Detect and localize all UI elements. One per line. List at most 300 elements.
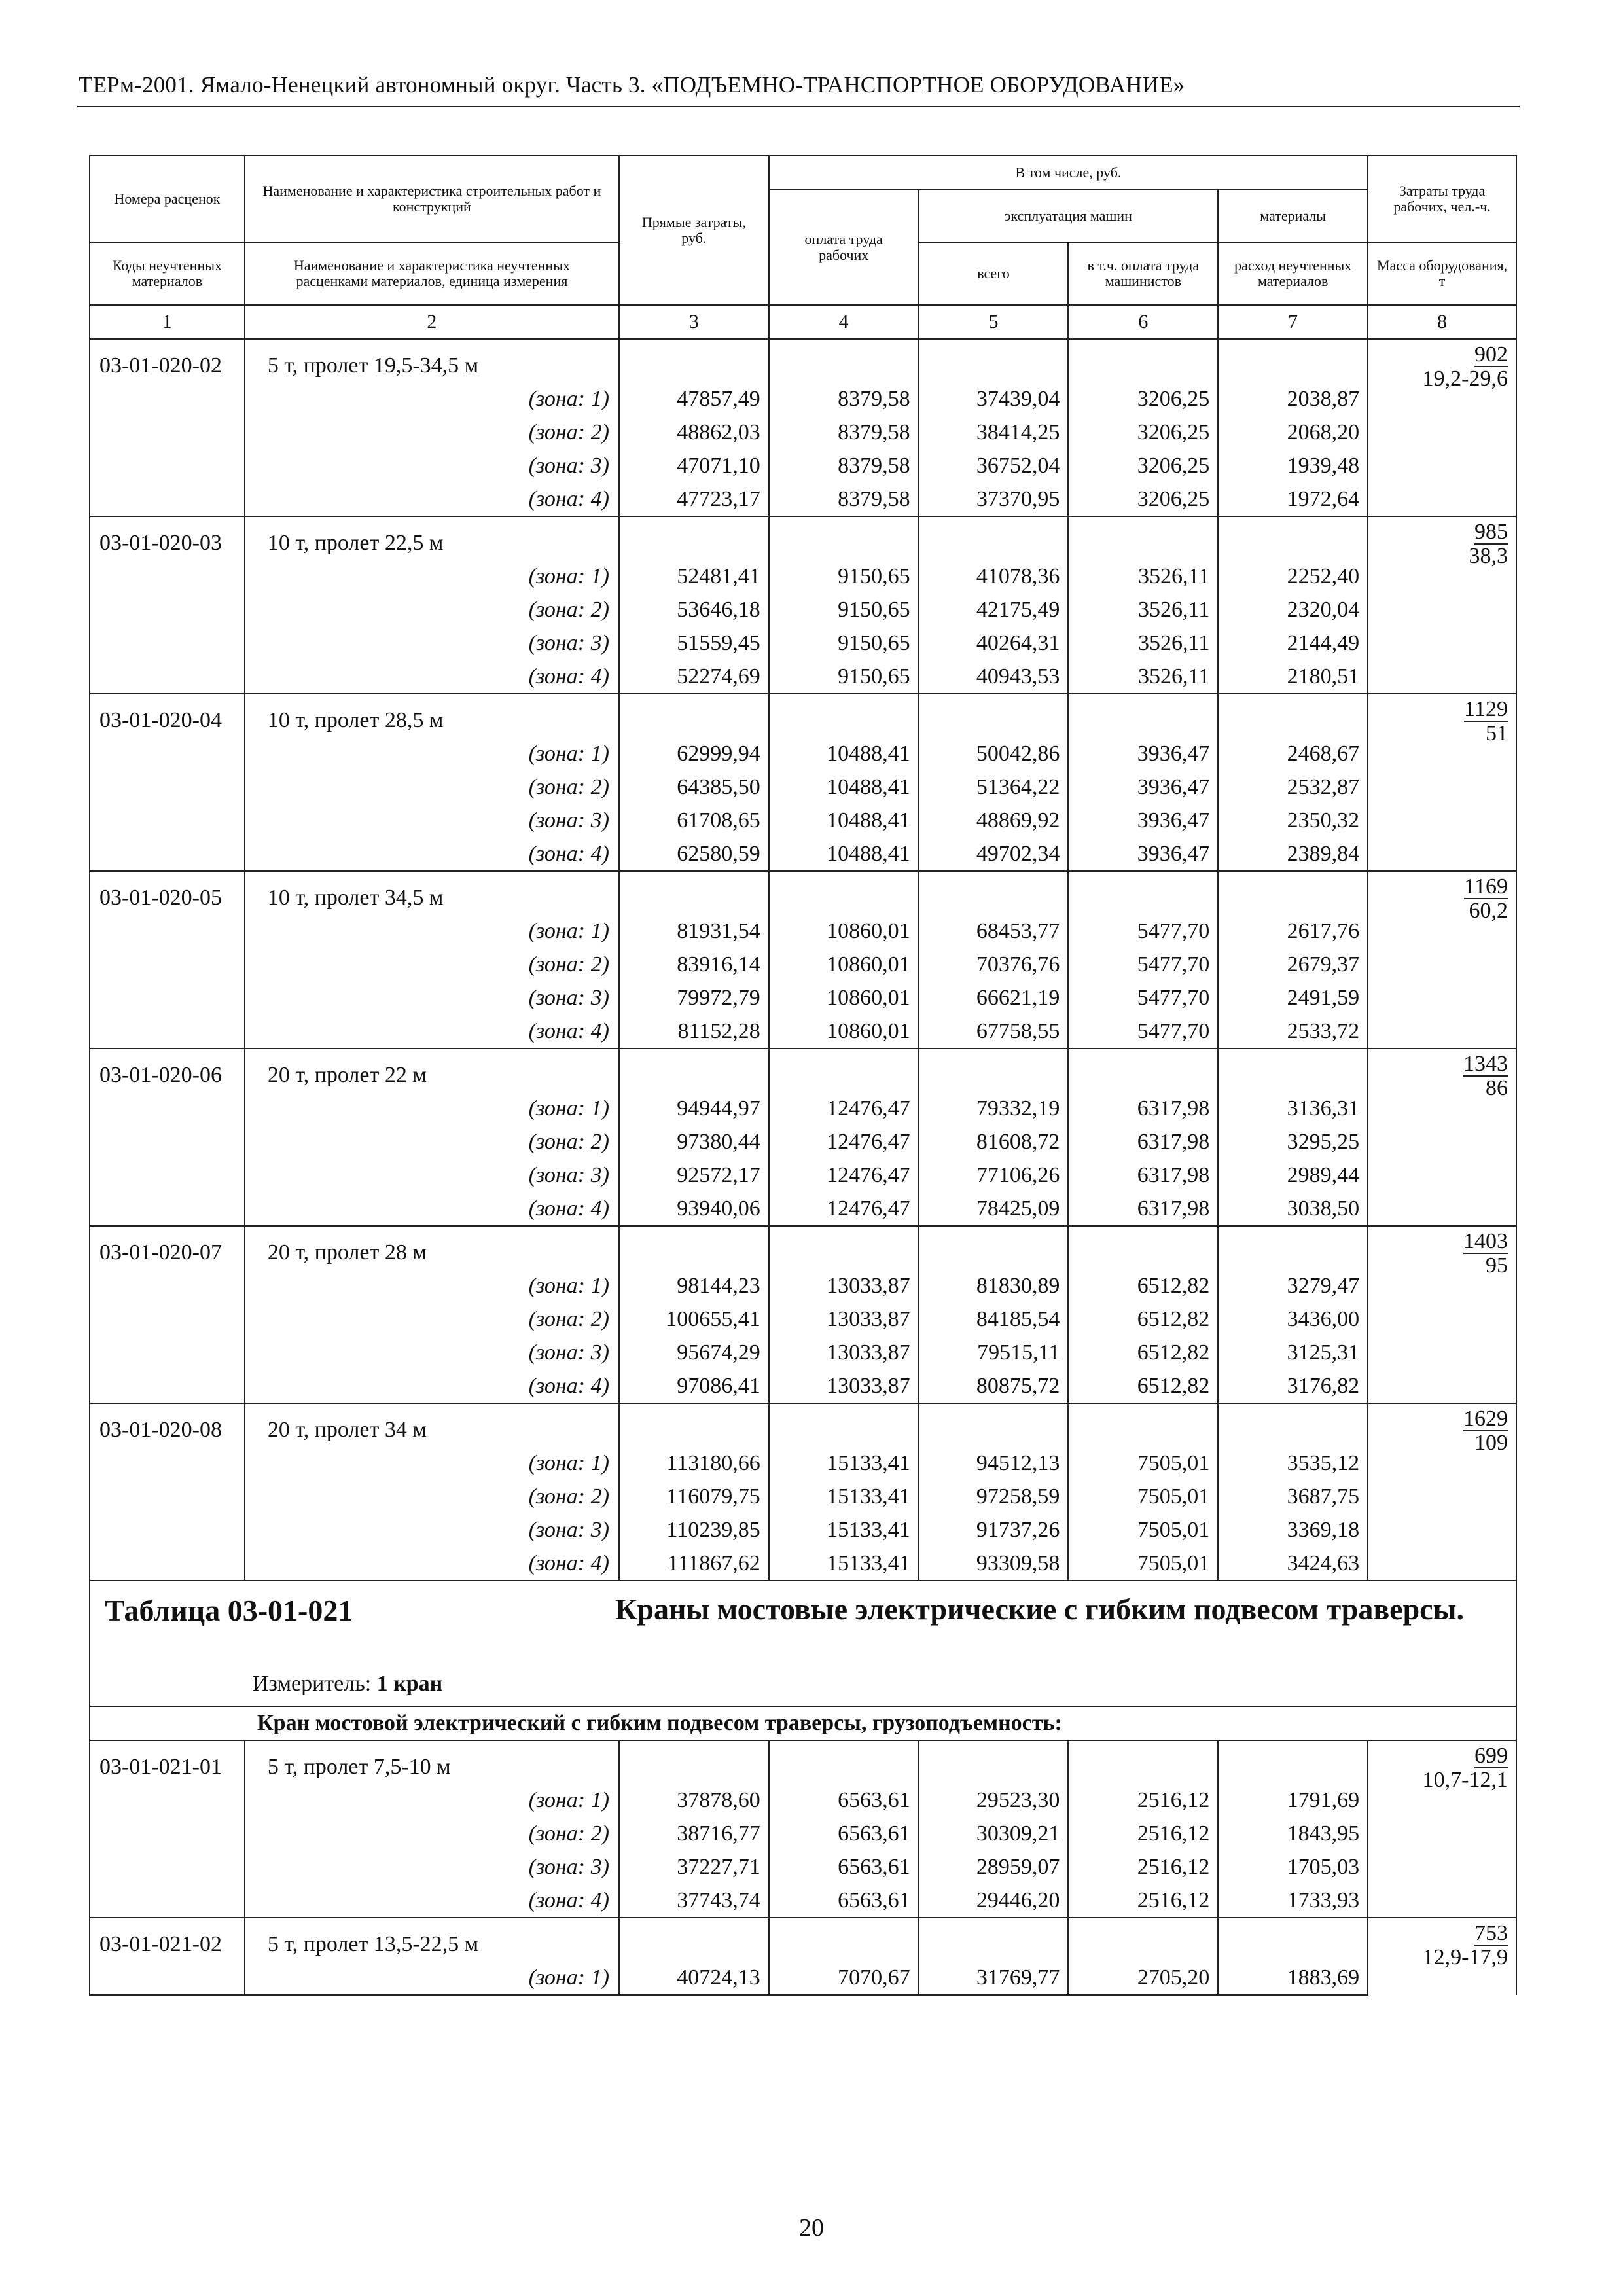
machine-total-value: 97258,59 xyxy=(919,1480,1069,1513)
machine-total-value: 40264,31 xyxy=(919,626,1069,660)
zone-row xyxy=(90,560,1516,593)
materials-value: 1791,69 xyxy=(1218,1784,1368,1817)
direct-costs-value: 38716,77 xyxy=(619,1817,769,1850)
col-header-worker-pay: оплата труда рабочих xyxy=(769,190,919,305)
empty-cell xyxy=(769,516,919,560)
zone-label: (зона: 3) xyxy=(245,1850,619,1884)
col-header-machine-total: всего xyxy=(919,242,1069,305)
machinist-pay-value: 6512,82 xyxy=(1068,1269,1218,1302)
empty-cell xyxy=(90,1336,245,1369)
machinist-pay-value: 3936,47 xyxy=(1068,804,1218,837)
machine-total-value: 79332,19 xyxy=(919,1092,1069,1125)
zone-row xyxy=(90,593,1516,626)
materials-value: 2068,20 xyxy=(1218,416,1368,449)
worker-pay-value: 6563,61 xyxy=(769,1784,919,1817)
rate-code: 03-01-020-02 xyxy=(90,339,245,382)
labor-mass-cell xyxy=(1368,1740,1516,1817)
empty-cell xyxy=(1368,593,1516,626)
labor-mass-cell xyxy=(1368,1403,1516,1480)
worker-pay-value: 15133,41 xyxy=(769,1446,919,1480)
empty-cell xyxy=(90,1547,245,1581)
direct-costs-value: 92572,17 xyxy=(619,1158,769,1192)
machine-total-value: 78425,09 xyxy=(919,1192,1069,1226)
rate-row xyxy=(90,1918,1516,1961)
labor-mass-cell xyxy=(1368,694,1516,770)
col-header-equipment-mass: Масса оборудования, т xyxy=(1368,242,1516,305)
zone-label: (зона: 4) xyxy=(245,1369,619,1403)
direct-costs-value: 53646,18 xyxy=(619,593,769,626)
zone-label: (зона: 1) xyxy=(245,914,619,948)
machine-total-value: 38414,25 xyxy=(919,416,1069,449)
machinist-pay-value: 3526,11 xyxy=(1068,593,1218,626)
col-number: 4 xyxy=(769,305,919,339)
zone-row xyxy=(90,837,1516,871)
empty-cell xyxy=(1368,1547,1516,1581)
zone-label: (зона: 4) xyxy=(245,1014,619,1049)
zone-label: (зона: 3) xyxy=(245,449,619,482)
zone-row xyxy=(90,1369,1516,1403)
empty-cell xyxy=(1218,516,1368,560)
machinist-pay-value: 3936,47 xyxy=(1068,770,1218,804)
direct-costs-value: 52481,41 xyxy=(619,560,769,593)
empty-cell xyxy=(90,1369,245,1403)
direct-costs-value: 81152,28 xyxy=(619,1014,769,1049)
worker-pay-value: 13033,87 xyxy=(769,1302,919,1336)
meter-value: 1 кран xyxy=(376,1672,443,1696)
machinist-pay-value: 7505,01 xyxy=(1068,1480,1218,1513)
equipment-mass-value: 109 xyxy=(1474,1431,1508,1455)
machine-total-value: 68453,77 xyxy=(919,914,1069,948)
worker-pay-value: 10488,41 xyxy=(769,804,919,837)
empty-cell xyxy=(1068,1740,1218,1784)
direct-costs-value: 98144,23 xyxy=(619,1269,769,1302)
materials-value: 2468,67 xyxy=(1218,737,1368,770)
zone-row xyxy=(90,482,1516,516)
worker-pay-value: 10488,41 xyxy=(769,837,919,871)
machine-total-value: 40943,53 xyxy=(919,660,1069,694)
machine-total-value: 28959,07 xyxy=(919,1850,1069,1884)
empty-cell xyxy=(769,1226,919,1269)
materials-value: 3369,18 xyxy=(1218,1513,1368,1547)
empty-cell xyxy=(1368,1192,1516,1226)
zone-row xyxy=(90,1884,1516,1918)
machine-total-value: 29523,30 xyxy=(919,1784,1069,1817)
worker-pay-value: 9150,65 xyxy=(769,560,919,593)
worker-pay-value: 9150,65 xyxy=(769,593,919,626)
empty-cell xyxy=(1218,1049,1368,1092)
zone-label: (зона: 2) xyxy=(245,1817,619,1850)
zone-label: (зона: 1) xyxy=(245,737,619,770)
direct-costs-value: 83916,14 xyxy=(619,948,769,981)
empty-cell xyxy=(919,1049,1069,1092)
empty-cell xyxy=(90,914,245,948)
worker-pay-value: 13033,87 xyxy=(769,1369,919,1403)
rate-name: 10 т, пролет 34,5 м xyxy=(245,871,619,914)
labor-mass-cell xyxy=(1368,1226,1516,1302)
worker-pay-value: 12476,47 xyxy=(769,1158,919,1192)
empty-cell xyxy=(619,1226,769,1269)
machine-total-value: 77106,26 xyxy=(919,1158,1069,1192)
empty-cell xyxy=(90,1269,245,1302)
worker-pay-value: 15133,41 xyxy=(769,1547,919,1581)
direct-costs-value: 79972,79 xyxy=(619,981,769,1014)
worker-pay-value: 12476,47 xyxy=(769,1092,919,1125)
empty-cell xyxy=(90,1192,245,1226)
table-2-label: Таблица 03-01-021 xyxy=(105,1594,353,1627)
empty-cell xyxy=(919,339,1069,382)
empty-cell xyxy=(1368,1014,1516,1049)
machine-total-value: 36752,04 xyxy=(919,449,1069,482)
materials-value: 2679,37 xyxy=(1218,948,1368,981)
worker-pay-value: 10860,01 xyxy=(769,948,919,981)
machine-total-value: 81608,72 xyxy=(919,1125,1069,1158)
materials-value: 3535,12 xyxy=(1218,1446,1368,1480)
empty-cell xyxy=(1368,1158,1516,1192)
equipment-mass-value: 10,7-12,1 xyxy=(1422,1768,1508,1792)
direct-costs-value: 52274,69 xyxy=(619,660,769,694)
col-header-machine-operation: эксплуатация машин xyxy=(919,190,1219,242)
rate-code: 03-01-020-07 xyxy=(90,1226,245,1269)
machinist-pay-value: 2516,12 xyxy=(1068,1884,1218,1918)
materials-value: 2533,72 xyxy=(1218,1014,1368,1049)
rate-row xyxy=(90,694,1516,737)
col-header-material-codes: Коды неучтенных материалов xyxy=(90,242,245,305)
materials-value: 3424,63 xyxy=(1218,1547,1368,1581)
empty-cell xyxy=(919,1403,1069,1446)
zone-label: (зона: 4) xyxy=(245,660,619,694)
table-2-subheading: Кран мостовой электрический с гибким подвесом траверсы, грузоподъемность: xyxy=(90,1706,1516,1740)
header-rule xyxy=(77,106,1520,107)
materials-value: 2252,40 xyxy=(1218,560,1368,593)
empty-cell xyxy=(1368,804,1516,837)
rate-row xyxy=(90,516,1516,560)
rate-name: 5 т, пролет 7,5-10 м xyxy=(245,1740,619,1784)
worker-pay-value: 8379,58 xyxy=(769,382,919,416)
meter-label: Измеритель: xyxy=(253,1672,372,1696)
materials-value: 2144,49 xyxy=(1218,626,1368,660)
empty-cell xyxy=(619,339,769,382)
worker-pay-value: 10860,01 xyxy=(769,981,919,1014)
materials-value: 1843,95 xyxy=(1218,1817,1368,1850)
rate-name: 5 т, пролет 19,5-34,5 м xyxy=(245,339,619,382)
machine-total-value: 29446,20 xyxy=(919,1884,1069,1918)
zone-row xyxy=(90,660,1516,694)
table-2-heading-block xyxy=(90,1581,1516,1706)
zone-row xyxy=(90,1817,1516,1850)
machine-total-value: 94512,13 xyxy=(919,1446,1069,1480)
zone-row xyxy=(90,1158,1516,1192)
direct-costs-value: 62580,59 xyxy=(619,837,769,871)
machine-total-value: 49702,34 xyxy=(919,837,1069,871)
empty-cell xyxy=(619,1918,769,1961)
materials-value: 1733,93 xyxy=(1218,1884,1368,1918)
empty-cell xyxy=(769,871,919,914)
materials-value: 3687,75 xyxy=(1218,1480,1368,1513)
empty-cell xyxy=(1368,1369,1516,1403)
zone-row xyxy=(90,416,1516,449)
machinist-pay-value: 2516,12 xyxy=(1068,1817,1218,1850)
zone-row xyxy=(90,1850,1516,1884)
zone-row xyxy=(90,449,1516,482)
empty-cell xyxy=(919,1740,1069,1784)
materials-value: 1705,03 xyxy=(1218,1850,1368,1884)
empty-cell xyxy=(90,1158,245,1192)
worker-pay-value: 10488,41 xyxy=(769,770,919,804)
equipment-mass-value: 51 xyxy=(1486,721,1508,745)
rate-name: 5 т, пролет 13,5-22,5 м xyxy=(245,1918,619,1961)
machine-total-value: 41078,36 xyxy=(919,560,1069,593)
empty-cell xyxy=(1368,626,1516,660)
machinist-pay-value: 7505,01 xyxy=(1068,1513,1218,1547)
empty-cell xyxy=(1218,871,1368,914)
direct-costs-value: 37227,71 xyxy=(619,1850,769,1884)
labor-costs-value: 985 xyxy=(1474,520,1508,544)
rate-row xyxy=(90,1403,1516,1446)
zone-row xyxy=(90,948,1516,981)
machinist-pay-value: 3206,25 xyxy=(1068,482,1218,516)
materials-value: 3176,82 xyxy=(1218,1369,1368,1403)
materials-value: 1939,48 xyxy=(1218,449,1368,482)
empty-cell xyxy=(919,516,1069,560)
empty-cell xyxy=(1368,416,1516,449)
zone-label: (зона: 4) xyxy=(245,482,619,516)
zone-label: (зона: 3) xyxy=(245,1336,619,1369)
materials-value: 2989,44 xyxy=(1218,1158,1368,1192)
machine-total-value: 80875,72 xyxy=(919,1369,1069,1403)
empty-cell xyxy=(1218,1740,1368,1784)
empty-cell xyxy=(90,1446,245,1480)
table-section-020 xyxy=(90,339,1516,1581)
zone-row xyxy=(90,1269,1516,1302)
empty-cell xyxy=(90,382,245,416)
machine-total-value: 66621,19 xyxy=(919,981,1069,1014)
empty-cell xyxy=(1218,1226,1368,1269)
col-header-work-name: Наименование и характеристика строительных работ и конструкций xyxy=(245,156,619,242)
empty-cell xyxy=(769,694,919,737)
labor-costs-value: 1403 xyxy=(1463,1229,1508,1253)
col-header-machinist-pay: в т.ч. оплата труда машинистов xyxy=(1068,242,1218,305)
empty-cell xyxy=(1068,516,1218,560)
empty-cell xyxy=(1368,837,1516,871)
worker-pay-value: 6563,61 xyxy=(769,1817,919,1850)
empty-cell xyxy=(90,1817,245,1850)
empty-cell xyxy=(1368,1513,1516,1547)
empty-cell xyxy=(1068,694,1218,737)
direct-costs-value: 95674,29 xyxy=(619,1336,769,1369)
direct-costs-value: 47857,49 xyxy=(619,382,769,416)
empty-cell xyxy=(1068,1226,1218,1269)
zone-label: (зона: 4) xyxy=(245,1884,619,1918)
empty-cell xyxy=(1068,1918,1218,1961)
equipment-mass-value: 95 xyxy=(1486,1253,1508,1278)
rate-name: 20 т, пролет 34 м xyxy=(245,1403,619,1446)
empty-cell xyxy=(90,981,245,1014)
machine-total-value: 48869,92 xyxy=(919,804,1069,837)
direct-costs-value: 97380,44 xyxy=(619,1125,769,1158)
worker-pay-value: 12476,47 xyxy=(769,1125,919,1158)
zone-label: (зона: 1) xyxy=(245,560,619,593)
zone-label: (зона: 2) xyxy=(245,416,619,449)
machinist-pay-value: 6512,82 xyxy=(1068,1336,1218,1369)
rate-name: 20 т, пролет 22 м xyxy=(245,1049,619,1092)
page-number: 20 xyxy=(799,2214,824,2242)
direct-costs-value: 81931,54 xyxy=(619,914,769,948)
empty-cell xyxy=(919,694,1069,737)
empty-cell xyxy=(769,1403,919,1446)
machinist-pay-value: 6512,82 xyxy=(1068,1302,1218,1336)
empty-cell xyxy=(1068,871,1218,914)
empty-cell xyxy=(1368,449,1516,482)
machinist-pay-value: 3206,25 xyxy=(1068,382,1218,416)
rate-code: 03-01-020-03 xyxy=(90,516,245,560)
col-number: 5 xyxy=(919,305,1069,339)
empty-cell xyxy=(90,560,245,593)
direct-costs-value: 47723,17 xyxy=(619,482,769,516)
machine-total-value: 67758,55 xyxy=(919,1014,1069,1049)
zone-row xyxy=(90,1446,1516,1480)
direct-costs-value: 93940,06 xyxy=(619,1192,769,1226)
zone-label: (зона: 4) xyxy=(245,1547,619,1581)
machine-total-value: 31769,77 xyxy=(919,1961,1069,1995)
empty-cell xyxy=(619,1740,769,1784)
equipment-mass-value: 86 xyxy=(1486,1076,1508,1100)
empty-cell xyxy=(90,593,245,626)
zone-row xyxy=(90,1302,1516,1336)
rate-code: 03-01-020-06 xyxy=(90,1049,245,1092)
labor-costs-value: 1629 xyxy=(1463,1407,1508,1431)
zone-label: (зона: 1) xyxy=(245,1269,619,1302)
machinist-pay-value: 5477,70 xyxy=(1068,1014,1218,1049)
labor-mass-cell xyxy=(1368,1049,1516,1125)
empty-cell xyxy=(1218,1403,1368,1446)
worker-pay-value: 6563,61 xyxy=(769,1884,919,1918)
empty-cell xyxy=(1368,1302,1516,1336)
zone-label: (зона: 2) xyxy=(245,593,619,626)
materials-value: 3038,50 xyxy=(1218,1192,1368,1226)
empty-cell xyxy=(90,1961,245,1995)
empty-cell xyxy=(619,1403,769,1446)
machine-total-value: 91737,26 xyxy=(919,1513,1069,1547)
worker-pay-value: 12476,47 xyxy=(769,1192,919,1226)
direct-costs-value: 111867,62 xyxy=(619,1547,769,1581)
machinist-pay-value: 6317,98 xyxy=(1068,1192,1218,1226)
machinist-pay-value: 3526,11 xyxy=(1068,560,1218,593)
machinist-pay-value: 5477,70 xyxy=(1068,914,1218,948)
running-header: ТЕРм-2001. Ямало-Ненецкий автономный округ. Часть 3. «ПОДЪЕМНО-ТРАНСПОРТНОЕ ОБОРУДОВАНИЕ» xyxy=(79,72,1185,98)
zone-row xyxy=(90,1014,1516,1049)
col-header-labor-costs: Затраты труда рабочих, чел.-ч. xyxy=(1368,156,1516,242)
materials-value: 2320,04 xyxy=(1218,593,1368,626)
machine-total-value: 37439,04 xyxy=(919,382,1069,416)
equipment-mass-value: 12,9-17,9 xyxy=(1422,1945,1508,1969)
zone-row xyxy=(90,1961,1516,1995)
machinist-pay-value: 2705,20 xyxy=(1068,1961,1218,1995)
empty-cell xyxy=(619,694,769,737)
direct-costs-value: 51559,45 xyxy=(619,626,769,660)
table-2-title: Краны мостовые электрические с гибким подвесом траверсы. xyxy=(615,1592,1465,1626)
zone-label: (зона: 2) xyxy=(245,770,619,804)
materials-value: 3279,47 xyxy=(1218,1269,1368,1302)
empty-cell xyxy=(619,516,769,560)
machinist-pay-value: 7505,01 xyxy=(1068,1547,1218,1581)
zone-row xyxy=(90,737,1516,770)
empty-cell xyxy=(769,339,919,382)
direct-costs-value: 40724,13 xyxy=(619,1961,769,1995)
empty-cell xyxy=(919,871,1069,914)
zone-row xyxy=(90,626,1516,660)
zone-label: (зона: 1) xyxy=(245,1446,619,1480)
col-header-rate-number: Номера расценок xyxy=(90,156,245,242)
machine-total-value: 50042,86 xyxy=(919,737,1069,770)
materials-value: 2617,76 xyxy=(1218,914,1368,948)
direct-costs-value: 100655,41 xyxy=(619,1302,769,1336)
materials-value: 3436,00 xyxy=(1218,1302,1368,1336)
direct-costs-value: 61708,65 xyxy=(619,804,769,837)
worker-pay-value: 15133,41 xyxy=(769,1480,919,1513)
machinist-pay-value: 6317,98 xyxy=(1068,1092,1218,1125)
col-number: 6 xyxy=(1068,305,1218,339)
machine-total-value: 84185,54 xyxy=(919,1302,1069,1336)
empty-cell xyxy=(769,1740,919,1784)
zone-row xyxy=(90,804,1516,837)
rate-row xyxy=(90,1049,1516,1092)
col-header-unaccounted-materials: расход неучтенных материалов xyxy=(1218,242,1368,305)
empty-cell xyxy=(90,1302,245,1336)
col-header-direct-costs: Прямые затраты, руб. xyxy=(619,156,769,305)
zone-row xyxy=(90,1125,1516,1158)
zone-label: (зона: 3) xyxy=(245,626,619,660)
labor-costs-value: 1129 xyxy=(1464,697,1508,721)
worker-pay-value: 13033,87 xyxy=(769,1336,919,1369)
zone-row xyxy=(90,1480,1516,1513)
zone-row xyxy=(90,382,1516,416)
zone-row xyxy=(90,1547,1516,1581)
empty-cell xyxy=(1368,1336,1516,1369)
empty-cell xyxy=(1368,660,1516,694)
materials-value: 2350,32 xyxy=(1218,804,1368,837)
rate-code: 03-01-020-05 xyxy=(90,871,245,914)
empty-cell xyxy=(90,482,245,516)
machinist-pay-value: 3526,11 xyxy=(1068,626,1218,660)
zone-row xyxy=(90,914,1516,948)
empty-cell xyxy=(769,1918,919,1961)
machine-total-value: 30309,21 xyxy=(919,1817,1069,1850)
machinist-pay-value: 6317,98 xyxy=(1068,1158,1218,1192)
labor-costs-value: 902 xyxy=(1474,342,1508,367)
table-section-021 xyxy=(90,1740,1516,1995)
machine-total-value: 81830,89 xyxy=(919,1269,1069,1302)
labor-costs-value: 1343 xyxy=(1463,1052,1508,1076)
empty-cell xyxy=(1368,770,1516,804)
direct-costs-value: 97086,41 xyxy=(619,1369,769,1403)
rate-row xyxy=(90,1226,1516,1269)
rate-code: 03-01-020-08 xyxy=(90,1403,245,1446)
empty-cell xyxy=(1368,482,1516,516)
machinist-pay-value: 5477,70 xyxy=(1068,948,1218,981)
machinist-pay-value: 2516,12 xyxy=(1068,1784,1218,1817)
empty-cell xyxy=(90,804,245,837)
empty-cell xyxy=(619,871,769,914)
zone-row xyxy=(90,1092,1516,1125)
rate-name: 10 т, пролет 28,5 м xyxy=(245,694,619,737)
labor-mass-cell xyxy=(1368,871,1516,948)
materials-value: 3136,31 xyxy=(1218,1092,1368,1125)
worker-pay-value: 8379,58 xyxy=(769,416,919,449)
zone-row xyxy=(90,1192,1516,1226)
col-number: 8 xyxy=(1368,305,1516,339)
empty-cell xyxy=(919,1918,1069,1961)
empty-cell xyxy=(1368,1817,1516,1850)
